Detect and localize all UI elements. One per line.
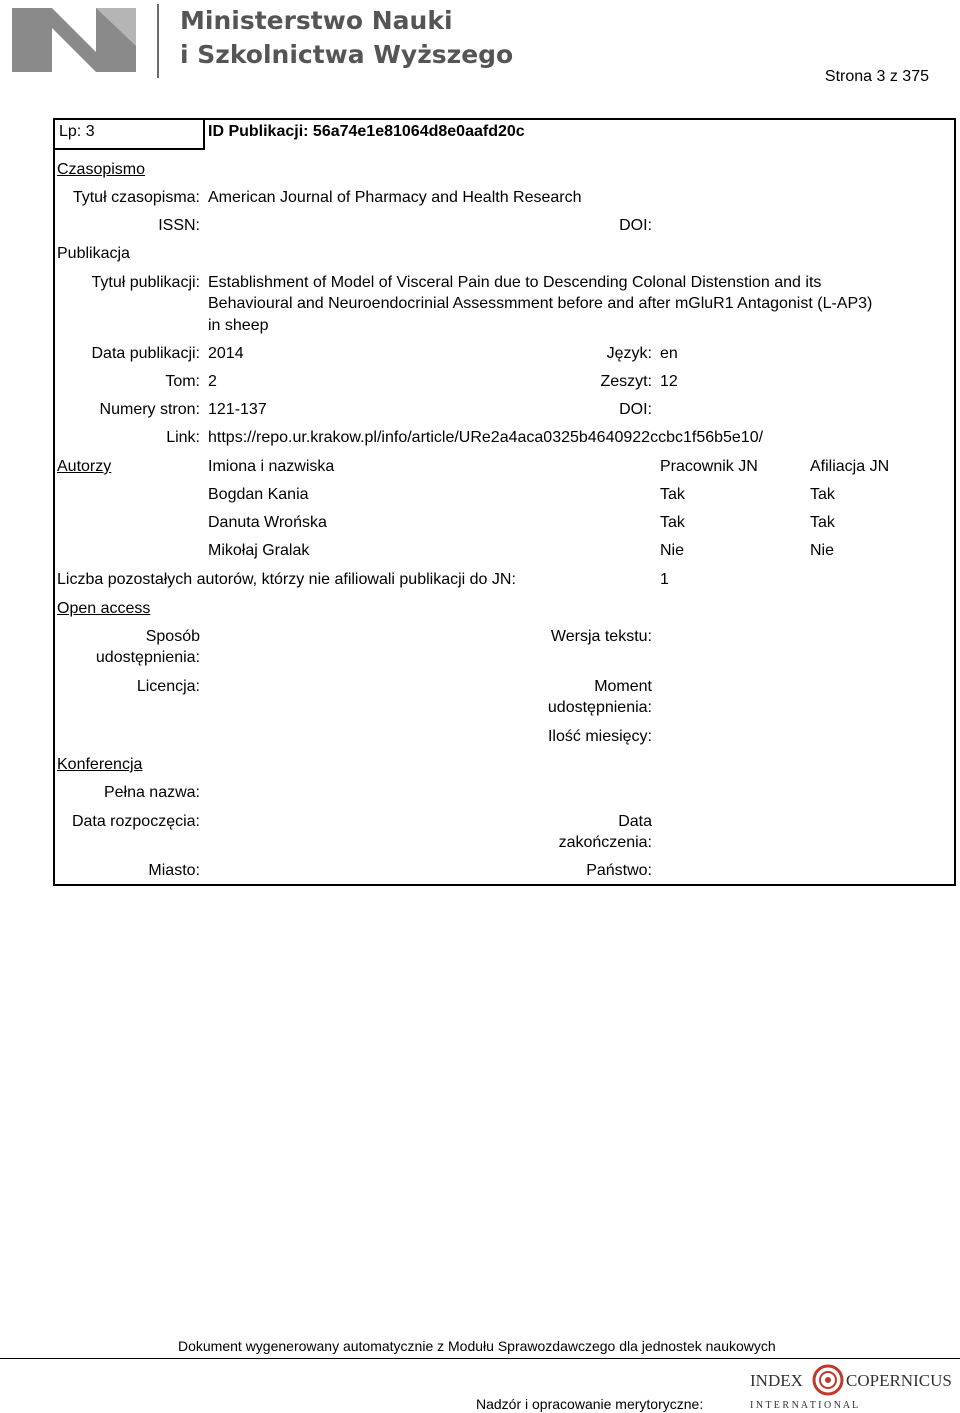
svg-text:INDEX: INDEX (750, 1371, 803, 1390)
license-label: Licencja: (136, 678, 200, 695)
record-number: Lp: 3 (59, 123, 95, 140)
author-affiliation: Tak (810, 486, 835, 503)
col-header-employee: Pracownik JN (660, 458, 758, 475)
author-affiliation: Nie (810, 542, 835, 559)
index-copernicus-logo (748, 1362, 958, 1410)
pub-title-line-3: in sheep (208, 317, 269, 334)
volume-label: Tom: (165, 373, 200, 390)
access-moment-label-1: Moment (594, 678, 652, 695)
pub-title-line-1: Establishment of Model of Visceral Pain due to Descending Colonal Distenstion and its (208, 274, 822, 291)
remaining-authors-value: 1 (660, 571, 669, 588)
months-label: Ilość miesięcy: (547, 728, 652, 745)
svg-text:COPERNICUS: COPERNICUS (846, 1371, 952, 1390)
pages-value: 121-137 (208, 401, 267, 418)
pub-title-line-2: Behavioural and Neuroendocrinial Assessmment before and after mGluR1 Antagonist (L-AP3) (208, 295, 873, 312)
pages-label: Numery stron: (99, 401, 200, 418)
section-autorzy: Autorzy (57, 458, 112, 475)
author-name: Danuta Wrońska (208, 514, 327, 531)
city-label: Miasto: (148, 862, 200, 879)
publication-id: ID Publikacji: 56a74e1e81064d8e0aafd20c (208, 123, 525, 140)
link-label: Link: (166, 429, 200, 446)
remaining-authors-label: Liczba pozostałych autorów, którzy nie afiliowali publikacji do JN: (57, 571, 516, 588)
author-employee: Nie (660, 542, 685, 559)
author-employee: Tak (660, 514, 685, 531)
pub-doi-label: DOI: (619, 401, 652, 418)
section-czasopismo: Czasopismo (57, 161, 146, 178)
section-konferencja: Konferencja (57, 756, 143, 773)
page-number: Strona 3 z 375 (824, 68, 929, 85)
text-version-label: Wersja tekstu: (550, 628, 652, 645)
start-date-label: Data rozpoczęcia: (71, 813, 200, 830)
issue-label: Zeszyt: (600, 373, 652, 390)
ministry-name-line2: i Szkolnictwa Wyższego (180, 40, 514, 69)
language-value: en (660, 345, 678, 362)
link-value[interactable]: https://repo.ur.krakow.pl/info/article/URe2a4aca0325b4640922ccbc1f56b5e10/ (208, 429, 764, 446)
generated-note: Dokument wygenerowany automatycznie z Modułu Sprawozdawczego dla jednostek naukowych (178, 1338, 776, 1354)
section-publikacja: Publikacja (57, 245, 130, 262)
conference-name-label: Pełna nazwa: (103, 784, 200, 801)
issn-label: ISSN: (158, 217, 200, 234)
author-name: Bogdan Kania (208, 486, 309, 503)
pub-date-value: 2014 (208, 345, 244, 362)
header-divider (157, 4, 159, 78)
language-label: Język: (606, 345, 652, 362)
ministry-logo (12, 8, 136, 72)
author-employee: Tak (660, 486, 685, 503)
issue-value: 12 (660, 373, 678, 390)
author-name: Mikołaj Gralak (208, 542, 310, 559)
country-label: Państwo: (586, 862, 652, 879)
pub-title-label: Tytuł publikacji: (91, 274, 200, 291)
svg-text:I N T E R N A T I O N A L: I N T E R N A T I O N A L (750, 1400, 859, 1410)
journal-title-value: American Journal of Pharmacy and Health Research (208, 189, 582, 206)
col-header-affiliation: Afiliacja JN (810, 458, 890, 475)
footer-divider (0, 1358, 960, 1359)
supervision-label: Nadzór i opracowanie merytoryczne: (476, 1396, 704, 1412)
ministry-name-line1: Ministerstwo Nauki (180, 6, 453, 35)
author-affiliation: Tak (810, 514, 835, 531)
access-method-label-2: udostępnienia: (95, 649, 200, 666)
col-header-name: Imiona i nazwiska (208, 458, 335, 475)
volume-value: 2 (208, 373, 217, 390)
access-moment-label-2: udostępnienia: (547, 699, 652, 716)
pub-date-label: Data publikacji: (91, 345, 200, 362)
section-open-access: Open access (57, 600, 151, 617)
end-date-label-2: zakończenia: (558, 834, 652, 851)
journal-title-label: Tytuł czasopisma: (72, 189, 200, 206)
end-date-label-1: Data (618, 813, 652, 830)
access-method-label-1: Sposób (145, 628, 200, 645)
journal-doi-label: DOI: (619, 217, 652, 234)
